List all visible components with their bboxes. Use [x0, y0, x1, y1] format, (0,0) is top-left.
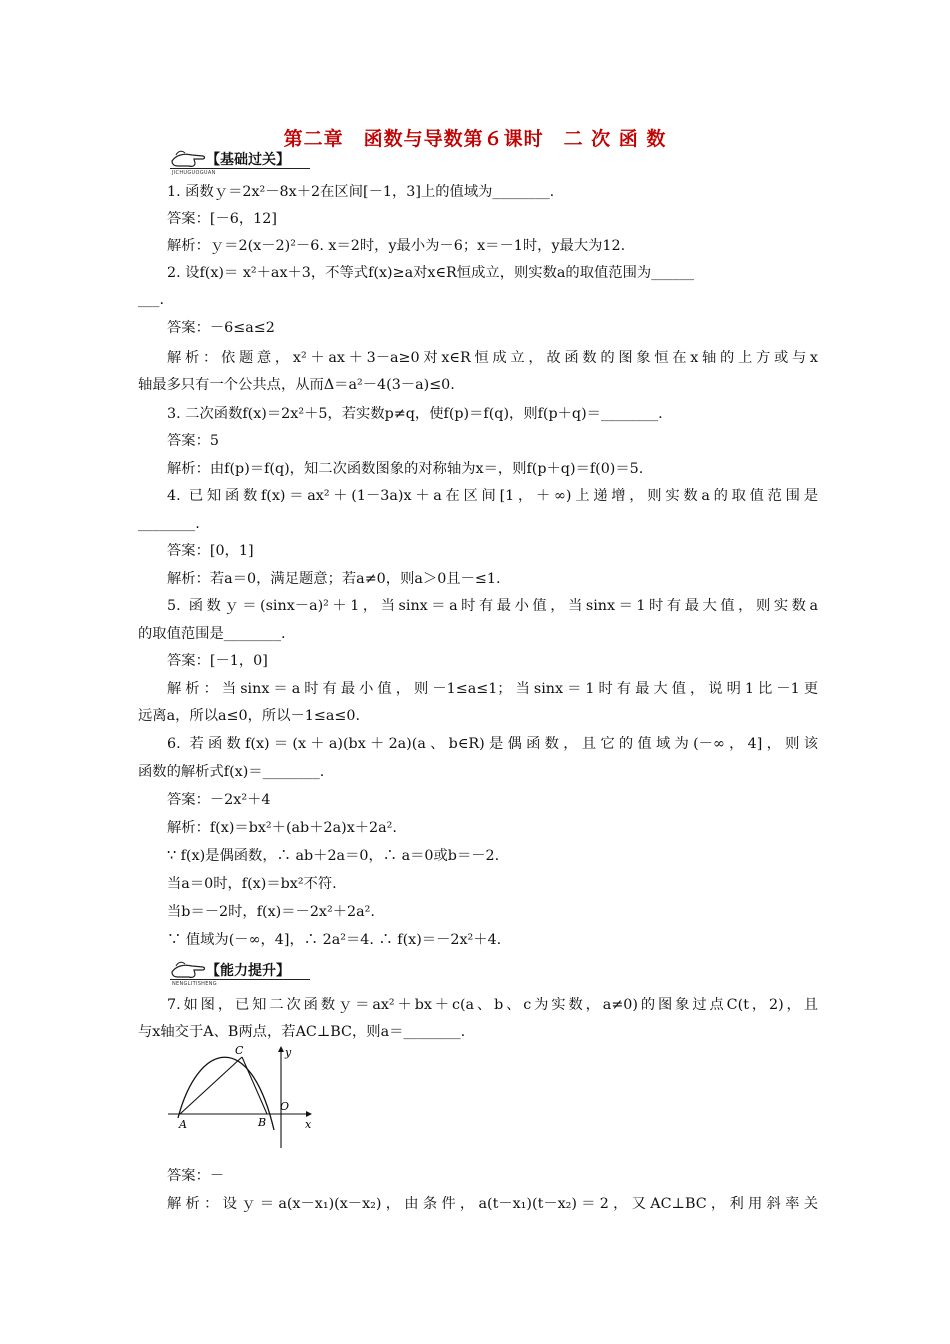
text-line: 解析：依题意，x²＋ax＋3－a≥0对x∈R恒成立，故函数的图象恒在x轴的上方或与x	[167, 350, 818, 366]
label-y: y	[285, 1046, 292, 1059]
text-line: 当b＝－2时，f(x)＝－2x²＋2a².	[167, 904, 375, 920]
text-line: 6. 若函数f(x)＝(x＋a)(bx＋2a)(a、b∈R)是偶函数，且它的值域为(－∞，4]，则该	[167, 736, 818, 752]
section-header-advanced	[170, 958, 330, 988]
text-line: 与x轴交于A、B两点，若AC⊥BC，则a＝________.	[138, 1024, 466, 1040]
section-header-basic	[170, 147, 330, 177]
text-line: 的取值范围是________.	[138, 626, 286, 642]
text-line: ∵ f(x)是偶函数，∴ ab＋2a＝0，∴ a＝0或b＝－2.	[167, 848, 500, 864]
text-line: 答案：[－6，12]	[167, 211, 277, 227]
segment-BC	[242, 1057, 267, 1114]
text-line: ________.	[138, 516, 200, 532]
text-line: 答案：5	[167, 433, 219, 449]
y-axis-arrow	[278, 1046, 284, 1052]
text-line: 2. 设f(x)＝ x²＋ax＋3，不等式f(x)≥a对x∈R恒成立，则实数a的取值范围为______	[167, 265, 695, 281]
page-title: 第二章 函数与导数第６课时 二 次 函 数	[283, 128, 667, 150]
pointing-hand-icon	[170, 149, 206, 169]
section-rule	[170, 168, 310, 169]
text-line: 解析：f(x)＝bx²＋(ab＋2a)x＋2a².	[167, 820, 397, 836]
text-line: 函数的解析式f(x)＝________.	[138, 764, 325, 780]
text-line: 答案：[－1，0]	[167, 653, 268, 669]
text-line: 3. 二次函数f(x)＝2x²＋5，若实数p≠q，使f(p)＝f(q)，则f(p＋q)＝________.	[167, 406, 663, 422]
section-rule	[170, 979, 310, 980]
text-line: 解析：若a＝0，满足题意；若a≠0，则a＞0且－≤1.	[167, 571, 501, 587]
label-B: B	[258, 1116, 267, 1129]
text-line: 当a＝0时，f(x)＝bx²不符.	[167, 876, 337, 892]
text-line: 解析：ｙ＝2(x－2)²－6. x＝2时，y最小为－6；x＝－1时，y最大为12.	[167, 238, 626, 254]
text-line: 答案：[0，1]	[167, 543, 254, 559]
text-line: 解析：由f(p)＝f(q)，知二次函数图象的对称轴为x＝，则f(p＋q)＝f(0)＝5.	[167, 461, 644, 477]
text-line: 7.如图，已知二次函数ｙ＝ax²＋bx＋c(a、b、c为实数，a≠0)的图象过点C(t，2)，且	[167, 997, 818, 1013]
x-axis-arrow	[306, 1111, 312, 1117]
text-line: 远离a，所以a≤0，所以－1≤a≤0.	[138, 708, 361, 724]
text-line: 解析：当sinx＝a时有最小值，则－1≤a≤1；当sinx＝1时有最大值，说明1比－1更	[167, 681, 818, 697]
label-C: C	[235, 1044, 244, 1057]
label-O: O	[280, 1100, 290, 1113]
section-label: 【基础过关】	[206, 152, 290, 168]
section-pinyin: JICHUGUOGUAN	[172, 170, 216, 176]
section-pinyin: NENGLITISHENG	[172, 981, 217, 987]
text-line: 答案：－2x²＋4	[167, 792, 271, 808]
text-line: 答案：－6≤a≤2	[167, 320, 275, 336]
text-line: ∵ 值域为(－∞，4]，∴ 2a²＝4. ∴ f(x)＝－2x²＋4.	[167, 932, 502, 948]
text-line: 4. 已知函数f(x)＝ax²＋(1－3a)x＋a在区间[1，＋∞)上递增，则实数a的取值范围是	[167, 488, 818, 504]
text-line: 轴最多只有一个公共点，从而Δ＝a²－4(3－a)≤0.	[138, 377, 455, 393]
text-line: 5. 函数ｙ＝(sinx－a)²＋1，当sinx＝a时有最小值，当sinx＝1时有最大值，则实数a	[167, 598, 818, 614]
section-label: 【能力提升】	[206, 963, 290, 979]
text-line: ___.	[138, 292, 164, 308]
text-line: 答案：－	[167, 1168, 225, 1184]
label-x: x	[305, 1118, 312, 1131]
parabola-figure	[166, 1044, 316, 1154]
text-line: 解析：设ｙ＝a(x－x₁)(x－x₂)，由条件，a(t－x₁)(t－x₂)＝2，又AC⊥BC，利用斜率关	[167, 1196, 818, 1212]
text-line: 1. 函数ｙ＝2x²－8x＋2在区间[－1，3]上的值域为________.	[167, 184, 555, 200]
pointing-hand-icon	[170, 960, 206, 980]
segment-AC	[180, 1057, 242, 1114]
label-A: A	[179, 1118, 187, 1131]
